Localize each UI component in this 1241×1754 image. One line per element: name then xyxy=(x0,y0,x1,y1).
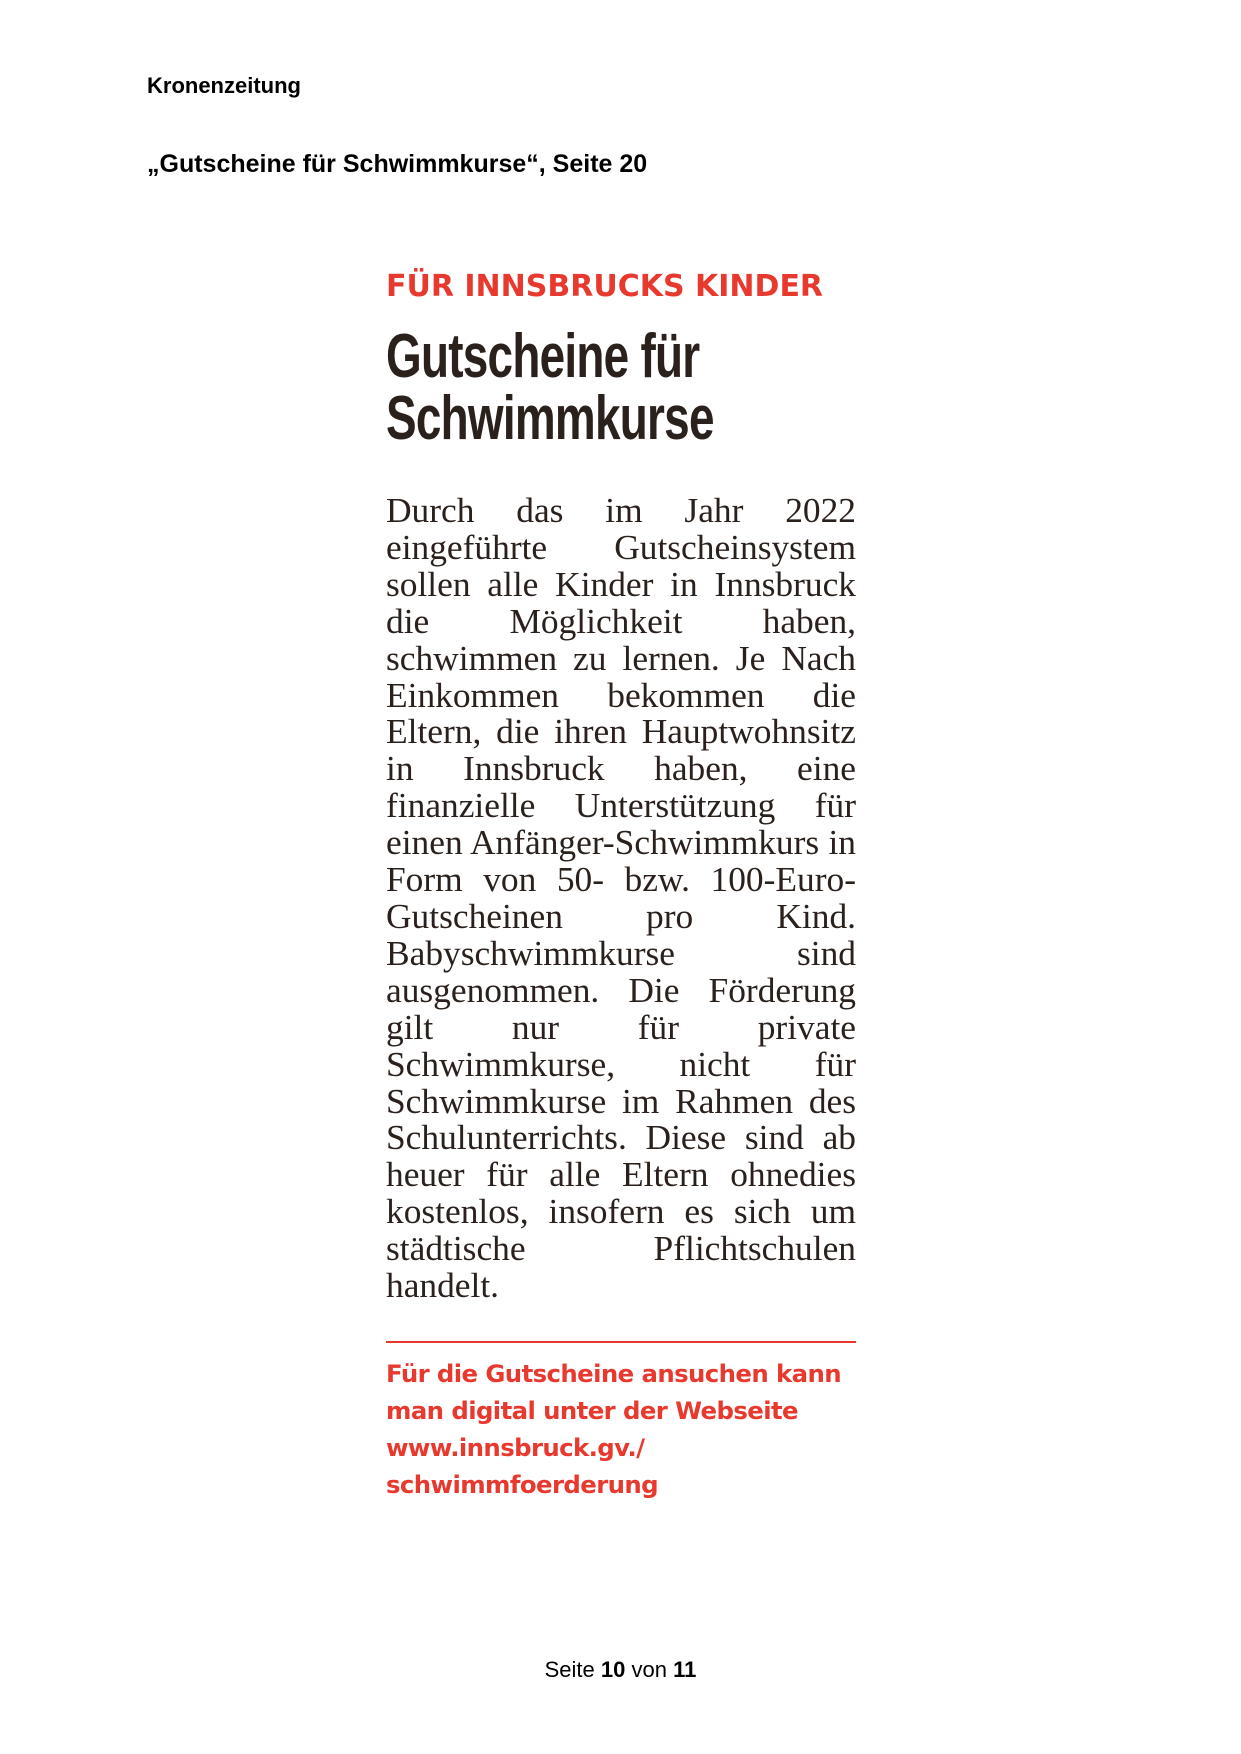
info-box xyxy=(386,1355,856,1503)
document-title: „Gutscheine für Schwimmkurse“, Seite 20 xyxy=(147,150,648,178)
page-footer xyxy=(0,1656,1241,1684)
source-name: Kronenzeitung xyxy=(147,73,301,98)
article-body: Durch das im Jahr 2022 eingeführte Gutscheinsystem sollen alle Kinder in Innsbruck die Möglichkeit haben, schwimmen zu lernen. Je Nach Einkommen bekommen die Eltern, die ihren Hauptwohnsitz in Innsbruck haben, eine finanzielle Unterstützung für einen Anfänger-Schwimmkurs in Form von 50- bzw. 100-Euro-Gutscheinen pro Kind. Babyschwimmkurse sind ausgenommen. Die Förderung gilt nur für private Schwimmkurse, nicht für Schwimmkurse im Rahmen des Schulunterrichts. Diese sind ab heuer für alle Eltern ohnedies kostenlos, insofern es sich um städtische Pflichtschulen handelt. xyxy=(386,490,856,1306)
article-kicker: FÜR INNSBRUCKS KINDER xyxy=(386,269,824,304)
divider-rule xyxy=(386,1341,856,1343)
article-clipping xyxy=(386,268,856,1503)
info-line-1: Für die Gutscheine ansuchen kann xyxy=(386,1358,841,1388)
headline-line-1: Gutscheine für xyxy=(386,322,700,391)
page-total: 11 xyxy=(673,1657,697,1682)
headline-line-2: Schwimmkurse xyxy=(386,384,714,453)
page-word: Seite xyxy=(544,1657,595,1682)
info-url-line-2: schwimmfoerderung xyxy=(386,1469,659,1499)
page-current: 10 xyxy=(600,1657,626,1682)
article-headline xyxy=(386,322,860,453)
info-url-line-1: www.innsbruck.gv./ xyxy=(386,1432,645,1462)
info-line-2: man digital unter der Webseite xyxy=(386,1395,798,1425)
of-word: von xyxy=(631,1657,667,1682)
